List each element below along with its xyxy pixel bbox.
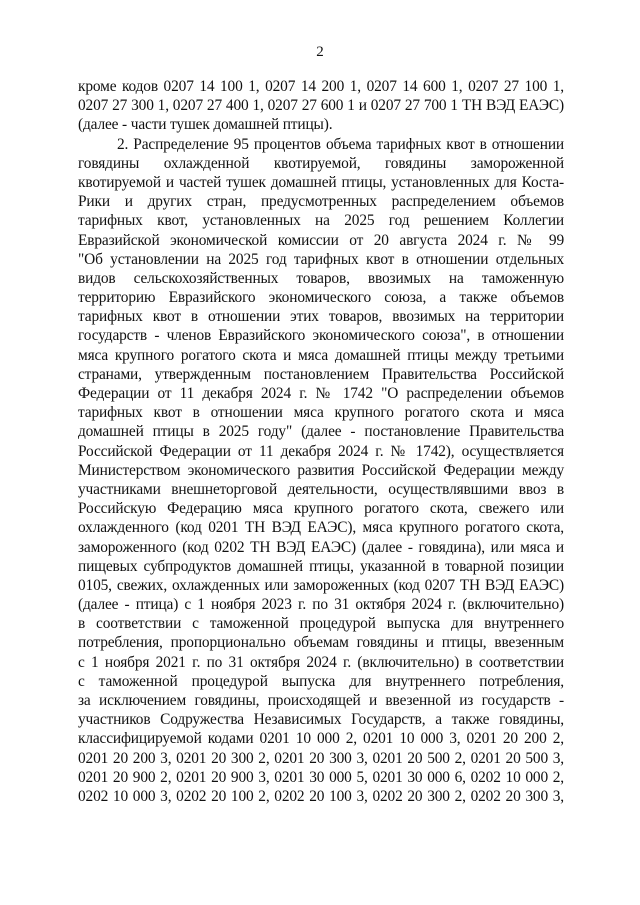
text-line: тарифных квот в отношении мяса крупного рогатого скота и мяса bbox=[78, 404, 564, 422]
text-line: (далее - части тушек домашней птицы). bbox=[78, 116, 333, 134]
text-line: классифицируемой кодами 0201 10 000 2, 0201 10 000 3, 0201 20 200 2, bbox=[78, 730, 564, 748]
text-line: Министерством экономического развития Российской Федерации между bbox=[78, 461, 564, 479]
text-line: Евразийской экономической комиссии от 20 августа 2024 г. № 99 bbox=[78, 231, 564, 249]
text-line: видов сельскохозяйственных товаров, ввозимых на таможенную bbox=[78, 269, 564, 287]
text-line: Российскую Федерацию мяса крупного рогатого скота, свежего или bbox=[78, 500, 564, 518]
text-line: кроме кодов 0207 14 100 1, 0207 14 200 1, 0207 14 600 1, 0207 27 100 1, bbox=[78, 78, 564, 95]
text-line: потребления, пропорционально объемам говядины и птицы, ввезенным bbox=[78, 634, 564, 652]
text-line: за исключением говядины, происходящей и ввезенной из государств - bbox=[78, 692, 564, 709]
text-line: с 1 ноября 2021 г. по 31 октября 2024 г. (включительно) в соответствии bbox=[78, 653, 564, 671]
text-line: "Об установлении на 2025 год тарифных квот в отношении отдельных bbox=[78, 250, 564, 268]
text-line: тарифных квот, установленных на 2025 год решением Коллегии bbox=[78, 212, 564, 230]
text-line: Рики и других стран, предусмотренных распределением объемов bbox=[78, 193, 564, 211]
text-line: 0201 20 200 3, 0201 20 300 2, 0201 20 300 3, 0201 20 500 2, 0201 20 500 3, bbox=[78, 749, 564, 767]
text-line: с таможенной процедурой выпуска для внутреннего потребления, bbox=[78, 672, 564, 690]
page-number: 2 bbox=[316, 44, 324, 60]
text-line: тарифных квот в отношении этих товаров, ввозимых на территории bbox=[78, 308, 564, 326]
text-line: домашней птицы в 2025 году" (далее - постановление Правительства bbox=[78, 423, 564, 441]
text-line: в соответствии с таможенной процедурой выпуска для внутреннего bbox=[78, 615, 564, 633]
text-line: 0201 20 900 2, 0201 20 900 3, 0201 30 000 5, 0201 30 000 6, 0202 10 000 2, bbox=[78, 768, 564, 786]
text-line: 0207 27 300 1, 0207 27 400 1, 0207 27 600 1 и 0207 27 700 1 ТН ВЭД ЕАЭС) bbox=[78, 97, 564, 115]
text-line: замороженного (код 0202 ТН ВЭД ЕАЭС) (далее - говядина), или мяса и bbox=[78, 538, 564, 556]
text-line: мяса крупного рогатого скота и мяса домашней птицы между третьими bbox=[78, 346, 564, 364]
text-line: 0202 10 000 3, 0202 20 100 2, 0202 20 100 3, 0202 20 300 2, 0202 20 300 3, bbox=[78, 787, 564, 805]
text-line: (далее - птица) с 1 ноября 2023 г. по 31 октября 2024 г. (включительно) bbox=[78, 596, 564, 614]
text-line: 2. Распределение 95 процентов объема тарифных квот в отношении bbox=[117, 135, 564, 153]
text-line: участниками внешнеторговой деятельности, осуществлявшими ввоз в bbox=[78, 480, 564, 498]
text-line: говядины охлажденной квотируемой, говядины замороженной bbox=[78, 154, 564, 172]
text-line: странами, утвержденным постановлением Правительства Российской bbox=[78, 365, 564, 383]
text-line: пищевых субпродуктов домашней птицы, указанной в товарной позиции bbox=[78, 557, 564, 575]
text-line: Федерации от 11 декабря 2024 г. № 1742 "О распределении объемов bbox=[78, 385, 564, 402]
text-line: территорию Евразийского экономического союза, а также объемов bbox=[78, 289, 564, 307]
text-line: охлажденного (код 0201 ТН ВЭД ЕАЭС), мяса крупного рогатого скота, bbox=[78, 519, 564, 537]
text-line: квотируемой и частей тушек домашней птицы, установленных для Коста- bbox=[78, 173, 564, 191]
text-line: государств - членов Евразийского экономического союза", в отношении bbox=[78, 327, 564, 345]
text-line: Российской Федерации от 11 декабря 2024 г. № 1742), осуществляется bbox=[78, 442, 564, 460]
text-line: участников Содружества Независимых Государств, а также говядины, bbox=[78, 711, 564, 729]
body-text bbox=[78, 77, 564, 806]
text-line: 0105, свежих, охлажденных или замороженных (код 0207 ТН ВЭД ЕАЭС) bbox=[78, 576, 564, 594]
